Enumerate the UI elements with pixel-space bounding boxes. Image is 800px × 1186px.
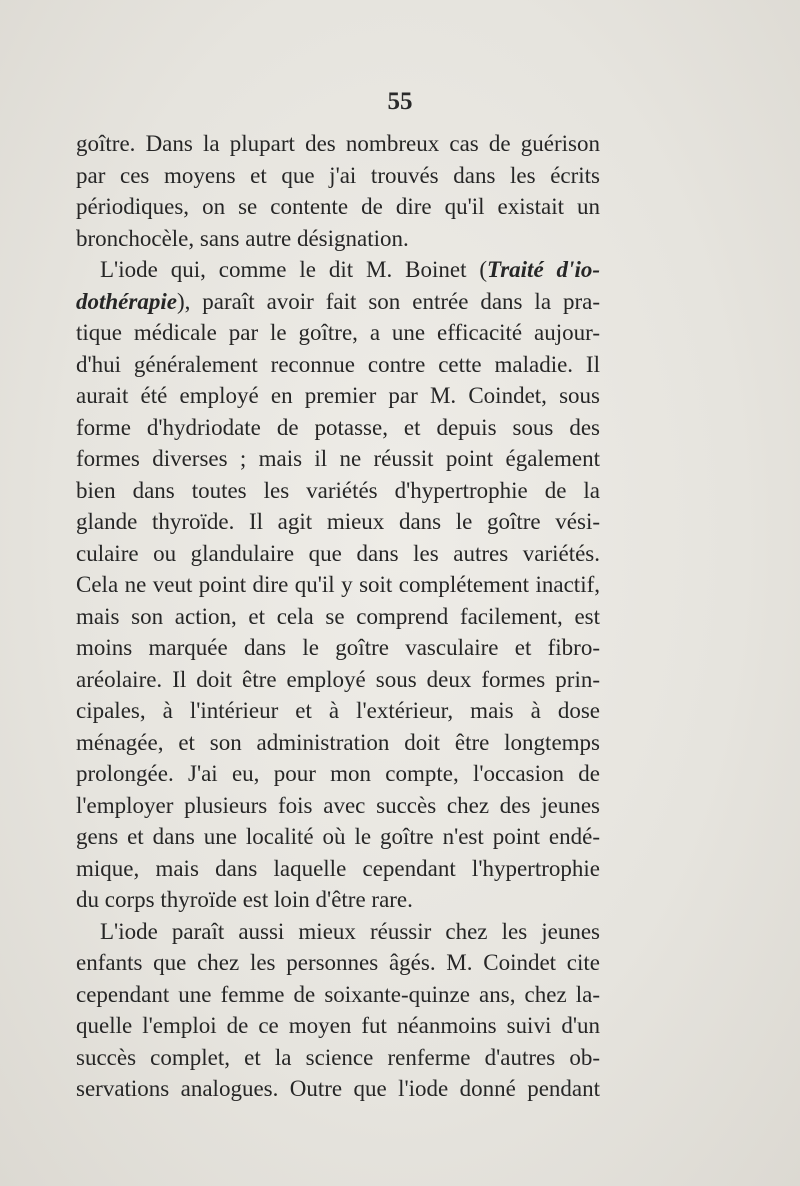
text-line: tique médicale par le goître, a une efficacité aujour- bbox=[76, 320, 600, 345]
text-line bbox=[76, 254, 600, 286]
text-line: bien dans toutes les variétés d'hypertrophie de la bbox=[76, 477, 600, 503]
text-line: d'hui généralement reconnue contre cette maladie. Il bbox=[76, 351, 600, 377]
text-line: quelle l'emploi de ce moyen fut néanmoins suivi d'un bbox=[76, 1013, 600, 1038]
text-line: ménagée, et son administration doit être longtemps bbox=[76, 729, 600, 755]
text-line: l'employer plusieurs fois avec succès chez des jeunes bbox=[76, 792, 600, 818]
text-line: moins marquée dans le goître vasculaire et fibro- bbox=[76, 635, 600, 660]
text-line bbox=[76, 286, 600, 318]
text-line: formes diverses ; mais il ne réussit point également bbox=[76, 446, 600, 471]
text-line: succès complet, et la science renferme d'autres ob- bbox=[76, 1044, 600, 1070]
text-line: glande thyroïde. Il agit mieux dans le goître vési- bbox=[76, 509, 600, 534]
book-title-italic: Traité d'io- bbox=[487, 257, 600, 282]
text-line: goître. Dans la plupart des nombreux cas de guérison bbox=[76, 131, 600, 156]
text-line: gens et dans une localité où le goître n'est point endé- bbox=[76, 824, 600, 849]
text-line: cipales, à l'intérieur et à l'extérieur, mais à dose bbox=[76, 698, 600, 723]
text-line: culaire ou glandulaire que dans les autres variétés. bbox=[76, 540, 600, 566]
text-span: ), paraît avoir fait son entrée dans la pra- bbox=[176, 288, 600, 314]
text-line: mais son action, et cela se comprend facilement, est bbox=[76, 603, 600, 629]
book-title-italic: dothérapie bbox=[76, 288, 177, 314]
text-line: prolongée. J'ai eu, pour mon compte, l'occasion de bbox=[76, 761, 600, 786]
text-line: Cela ne veut point dire qu'il y soit complétement inactif, bbox=[76, 572, 600, 597]
page-number: 55 bbox=[387, 88, 413, 115]
text-line: bronchocèle, sans autre désignation. bbox=[76, 225, 409, 251]
body-text bbox=[76, 128, 600, 1105]
text-line: mique, mais dans laquelle cependant l'hypertrophie bbox=[76, 855, 600, 881]
text-line: aréolaire. Il doit être employé sous deux formes prin- bbox=[76, 666, 600, 692]
text-line: par ces moyens et que j'ai trouvés dans les écrits bbox=[76, 162, 600, 188]
text-line: L'iode paraît aussi mieux réussir chez les jeunes bbox=[100, 918, 600, 944]
text-line: forme d'hydriodate de potasse, et depuis sous des bbox=[76, 414, 600, 440]
text-line: enfants que chez les personnes âgés. M. Coindet cite bbox=[76, 950, 600, 975]
text-line: cependant une femme de soixante-quinze ans, chez la- bbox=[76, 981, 600, 1007]
text-line: du corps thyroïde est loin d'être rare. bbox=[76, 887, 413, 912]
text-line: périodiques, on se contente de dire qu'il existait un bbox=[76, 194, 600, 219]
text-span: L'iode qui, comme le dit M. Boinet ( bbox=[100, 257, 488, 282]
text-line: servations analogues. Outre que l'iode donné pendant bbox=[76, 1076, 600, 1101]
text-line: aurait été employé en premier par M. Coindet, sous bbox=[76, 383, 600, 408]
